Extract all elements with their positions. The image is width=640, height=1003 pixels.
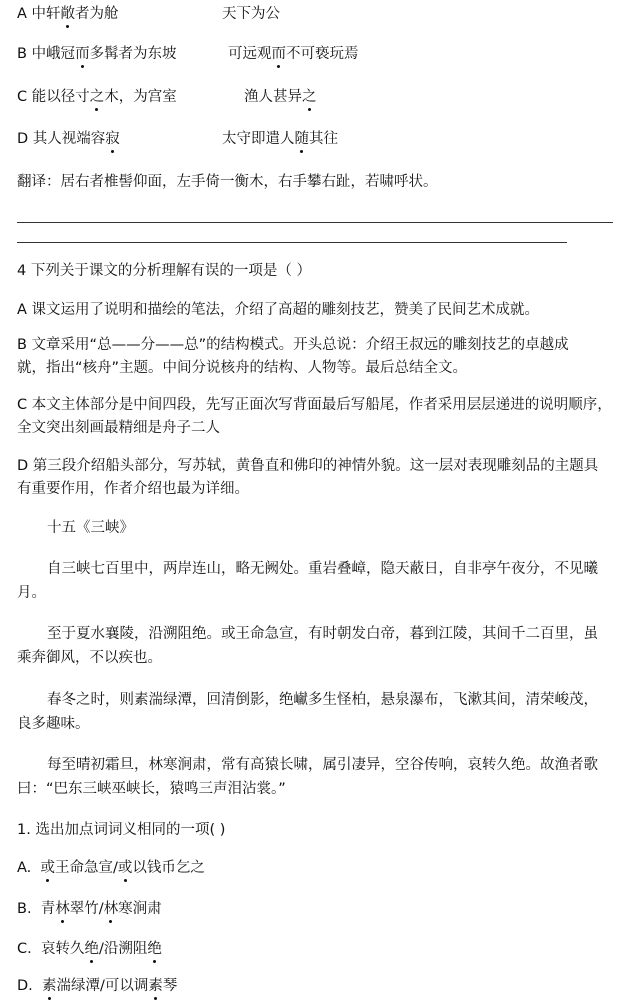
translation-prompt: 翻译：居右者椎髻仰面，左手倚一衡木，右手攀右趾，若啸呼状。 <box>17 174 438 190</box>
answer-line <box>17 242 567 243</box>
q4-question: 4 下列关于课文的分析理解有误的一项是（ ） <box>17 263 311 279</box>
dotted-char: 绝 <box>147 941 162 957</box>
dotted-char: 寂 <box>105 131 120 147</box>
passage-p2-line2: 乘奔御风，不以疾也。 <box>17 650 162 666</box>
option-label: C <box>17 89 28 105</box>
option-label: C. <box>17 941 32 957</box>
passage-p2-line1: 至于夏水襄陵，沿溯阻绝。或王命急宣，有时朝发白帝，暮到江陵，其间千二百里，虽 <box>47 626 598 642</box>
dotted-char: 之 <box>89 89 105 105</box>
q1-option-d: D. 素湍绿潭/可以调素琴 <box>17 978 178 994</box>
option-label: B <box>17 46 27 62</box>
dotted-char: 或 <box>40 860 55 876</box>
option-d-right: 太守即遣人随其往 <box>222 131 338 147</box>
dotted-char: 林 <box>103 901 119 917</box>
passage-p3-line1: 春冬之时，则素湍绿潭，回清倒影，绝𪩘多生怪柏，悬泉瀑布，飞漱其间，清荣峻茂， <box>47 692 598 708</box>
q4-option-d-line2: 有重要作用，作者介绍也最为详细。 <box>17 481 249 497</box>
dotted-char: 林 <box>55 901 70 917</box>
q1-option-c: C. 哀转久绝/沿溯阻绝 <box>17 941 162 957</box>
passage-p1-line1: 自三峡七百里中，两岸连山，略无阙处。重岩叠嶂，隐天蔽日，自非亭午夜分，不见曦 <box>47 561 598 577</box>
q4-option-d-line1: D 第三段介绍船头部分，写苏轼，黄鲁直和佛印的神情外貌。这一层对表现雕刻品的主题具 <box>17 458 599 474</box>
passage-title: 十五《三峡》 <box>47 520 134 536</box>
option-label: B. <box>17 901 32 917</box>
q3-option-b: B 中峨冠而多髯者为东坡 可远观而不可亵玩焉 <box>17 46 359 62</box>
q1-option-a: A. 或王命急宣/或以钱币乞之 <box>17 860 205 876</box>
q3-option-a: A 中轩敞者为舱 天下为公 <box>17 6 280 22</box>
dotted-char: 或 <box>117 860 133 876</box>
q4-option-a: A 课文运用了说明和描绘的笔法，介绍了高超的雕刻技艺，赞美了民间艺术成就。 <box>17 302 540 318</box>
option-label: A. <box>17 860 32 876</box>
dotted-char: 而 <box>75 46 90 62</box>
answer-line <box>17 222 613 223</box>
passage-p3-line2: 良多趣味。 <box>17 716 90 732</box>
option-a-right: 天下为公 <box>222 6 280 22</box>
option-label: A <box>17 6 27 22</box>
q4-option-c-line2: 全文突出刻画最精细是舟子二人 <box>17 420 220 436</box>
dotted-char: 随 <box>294 131 309 147</box>
dotted-char: 之 <box>302 89 317 105</box>
q4-option-b-line1: B 文章采用“总——分——总”的结构模式。开头总说：介绍王叔远的雕刻技艺的卓越成 <box>17 337 569 353</box>
dotted-char: 素 <box>42 978 57 994</box>
q1-question: 1. 选出加点词词义相同的一项( ) <box>17 822 226 838</box>
q4-option-b-line2: 就，指出“核舟”主题。中间分说核舟的结构、人物等。最后总结全文。 <box>17 360 468 376</box>
dotted-char: 而 <box>271 46 286 62</box>
dotted-char: 敞 <box>60 6 76 22</box>
q3-option-c: C 能以径寸之木，为宫室 渔人甚异之 <box>17 89 317 105</box>
q3-option-d: D 其人视端容寂 太守即遣人随其往 <box>17 131 338 147</box>
passage-p4-line1: 每至晴初霜旦，林寒涧肃，常有高猿长啸，属引凄异，空谷传响，哀转久绝。故渔者歌 <box>47 757 598 773</box>
dotted-char: 绝 <box>84 941 99 957</box>
q4-option-c-line1: C 本文主体部分是中间四段，先写正面次写背面最后写船尾，作者采用层层递进的说明顺序， <box>17 397 612 413</box>
q1-option-b: B. 青林翠竹/林寒涧肃 <box>17 901 162 917</box>
dotted-char: 素 <box>148 978 163 994</box>
passage-p4-line2: 曰：“巴东三峡巫峡长，猿鸣三声泪沾裳。” <box>17 781 286 797</box>
option-b-right: 可远观而不可亵玩焉 <box>228 46 359 62</box>
passage-p1-line2: 月。 <box>17 585 46 601</box>
option-c-right: 渔人甚异之 <box>244 89 317 105</box>
option-label: D. <box>17 978 33 994</box>
option-label: D <box>17 131 29 147</box>
